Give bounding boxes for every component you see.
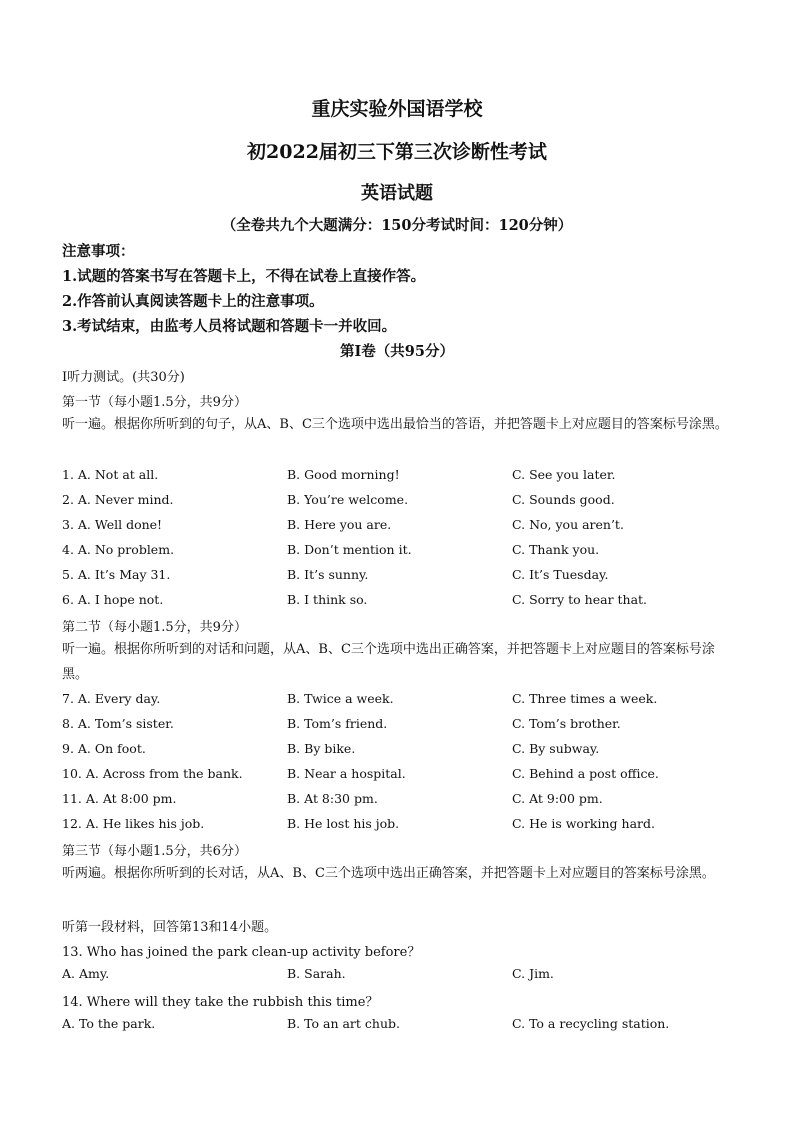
section-heading: 第三节（每小题1.5分，共6分） <box>62 844 247 859</box>
section-heading: 第一节（每小题1.5分，共9分） <box>62 395 247 410</box>
question-stem: 13. Who has joined the park clean-up activity before？ <box>62 945 421 960</box>
option-a: A. To the park. <box>62 1016 156 1031</box>
option-a: 3. A. Well done! <box>62 517 163 532</box>
option-c: C. By subway. <box>512 741 600 756</box>
option-a: 8. A. Tom’s sister. <box>62 716 174 731</box>
note-item: 3.考试结束，由监考人员将试题和答题卡一并收回。 <box>62 318 397 335</box>
option-b: B. You’re welcome. <box>287 492 409 507</box>
option-c: C. At 9:00 pm. <box>512 791 603 806</box>
section-heading: 第二节（每小题1.5分，共9分） <box>62 620 247 635</box>
school-name: 重庆实验外国语学校 <box>311 98 483 120</box>
note-item: 1.试题的答案书写在答题卡上，不得在试卷上直接作答。 <box>62 268 426 285</box>
option-b: B. Tom’s friend. <box>287 716 388 731</box>
part-title: 第Ⅰ卷（共95分） <box>340 343 454 360</box>
option-c: C. Behind a post office. <box>512 766 659 781</box>
option-a: A. Amy. <box>62 966 110 981</box>
option-c: C. To a recycling station. <box>512 1016 670 1031</box>
option-a: 10. A. Across from the bank. <box>62 766 243 781</box>
option-b: B. To an art chub. <box>287 1016 400 1031</box>
material-note: 听第一段材料，回答第13和14小题。 <box>62 920 278 935</box>
option-b: B. Sarah. <box>287 966 346 981</box>
exam-info: （全卷共九个大题满分：150分考试时间：120分钟） <box>221 217 573 234</box>
option-b: B. It’s sunny. <box>287 567 369 582</box>
question-stem: 14. Where will they take the rubbish this time？ <box>62 995 379 1010</box>
note-item: 2.作答前认真阅读答题卡上的注意事项。 <box>62 293 324 310</box>
option-a: 1. A. Not at all. <box>62 467 159 482</box>
option-c: C. He is working hard. <box>512 816 655 831</box>
option-c: C. Jim. <box>512 966 554 981</box>
option-a: 6. A. I hope not. <box>62 592 164 607</box>
option-b: B. At 8:30 pm. <box>287 791 378 806</box>
option-c: C. See you later. <box>512 467 616 482</box>
option-a: 12. A. He likes his job. <box>62 816 205 831</box>
section-instruction: 听两遍。根据你所听到的长对话，从A、B、C三个选项中选出正确答案，并把答题卡上对应题目的答案标号涂黑。 <box>62 866 715 881</box>
option-a: 4. A. No problem. <box>62 542 175 557</box>
option-a: 2. A. Never mind. <box>62 492 174 507</box>
option-a: 11. A. At 8:00 pm. <box>62 791 177 806</box>
option-a: 9. A. On foot. <box>62 741 146 756</box>
option-b: B. Don’t mention it. <box>287 542 412 557</box>
option-c: C. No, you aren’t. <box>512 517 624 532</box>
option-c: C. Sorry to hear that. <box>512 592 648 607</box>
listening-heading: Ⅰ听力测试。(共30分) <box>62 370 185 385</box>
option-c: C. Sounds good. <box>512 492 615 507</box>
option-b: B. By bike. <box>287 741 356 756</box>
option-b: B. Near a hospital. <box>287 766 406 781</box>
option-b: B. He lost his job. <box>287 816 400 831</box>
option-a: 7. A. Every day. <box>62 691 161 706</box>
option-b: B. Twice a week. <box>287 691 394 706</box>
option-c: C. It’s Tuesday. <box>512 567 609 582</box>
option-c: C. Thank you. <box>512 542 600 557</box>
option-b: B. I think so. <box>287 592 368 607</box>
exam-title: 初2022届初三下第三次诊断性考试 <box>247 141 547 163</box>
notes-heading: 注意事项： <box>62 243 135 260</box>
option-a: 5. A. It’s May 31. <box>62 567 171 582</box>
option-c: C. Tom’s brother. <box>512 716 621 731</box>
option-b: B. Here you are. <box>287 517 392 532</box>
option-c: C. Three times a week. <box>512 691 658 706</box>
subject-title: 英语试题 <box>361 183 433 204</box>
section-instruction: 听一遍。根据你所听到的对话和问题，从A、B、C三个选项中选出正确答案，并把答题卡上对应题目的答案标号涂黑。 <box>62 642 715 682</box>
section-instruction: 听一遍。根据你所听到的句子，从A、B、C三个选项中选出最恰当的答语，并把答题卡上对应题目的答案标号涂黑。 <box>62 417 728 432</box>
option-b: B. Good morning! <box>287 467 400 482</box>
